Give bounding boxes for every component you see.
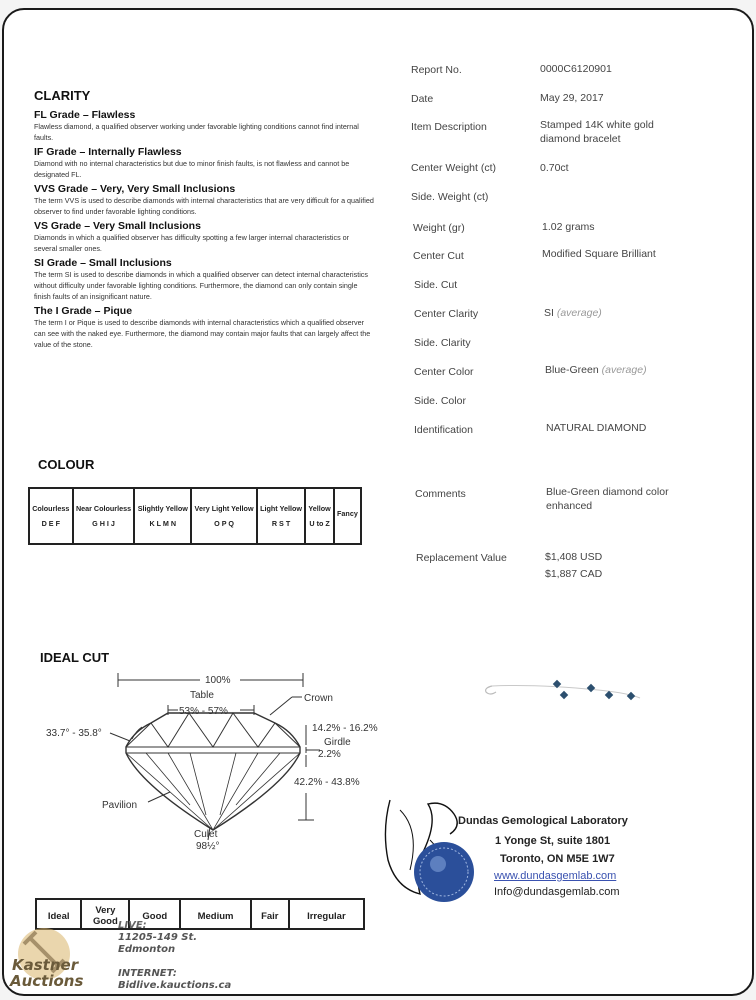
ideal-cut-title: IDEAL CUT [40,650,110,665]
colour-scale-table [28,487,362,545]
signature-and-seal [380,790,490,910]
watermark-live-city: Edmonton [118,944,176,955]
grade-desc: Flawless diamond, a qualified observer working under favorable lighting conditions cannot find internal faults. [34,122,359,142]
lab-name-text: Dundas Gemological Laboratory [458,815,628,827]
comments-value: Blue-Green diamond color enhanced [546,486,669,512]
side-clarity-label: Side. Clarity [414,337,471,349]
clarity-grade [34,305,374,350]
report-no-value: 0000C6120901 [540,63,612,75]
cut-grade-cell: Good [129,899,180,929]
bracelet-clasp [486,686,496,694]
center-color-value [545,363,647,377]
colour-cell [257,488,305,544]
clarity-title: CLARITY [34,88,91,103]
watermark-internet-url: Bidlive.kauctions.ca [118,980,232,991]
item-description-value: Stamped 14K white gold diamond bracelet [540,119,654,145]
lab-seal-gem [430,856,446,872]
diamond-diagram [30,665,378,855]
watermark-live-address: 11205-149 St. [118,932,198,943]
colour-title: COLOUR [38,457,95,472]
colour-cell [29,488,73,544]
cut-grade-cell: Irregular [289,899,364,929]
colour-cell [134,488,191,544]
watermark-internet-label: INTERNET: [118,968,177,979]
center-cut-label: Center Cut [413,250,464,262]
table-label: Table [190,690,214,701]
colour-name: Light Yellow [260,504,302,513]
side-weight-label: Side. Weight (ct) [411,191,489,203]
width-label: 100% [205,675,231,686]
colour-cell [191,488,257,544]
center-clarity-value [544,306,602,320]
replacement-value-label: Replacement Value [416,552,507,564]
bracelet-stone [560,691,568,699]
comments-label: Comments [415,488,466,500]
lab-email: Info@dundasgemlab.com [494,886,620,898]
crown-pointer [270,697,292,715]
colour-code: R S T [271,519,291,528]
date-label: Date [411,93,434,105]
colour-code: K L M N [149,519,177,528]
crown-angle: 33.7° - 35.8° [46,728,102,739]
identification-label: Identification [414,424,473,436]
clarity-grades [34,106,374,352]
weight-gr-value: 1.02 grams [542,221,595,233]
lab-address2 [500,853,615,865]
culet-value: 98½° [196,841,220,852]
cut-grade-cell: Very Good [81,899,129,929]
colour-cell [334,488,361,544]
color-grade-value: Blue-Green [545,364,599,376]
weight-gr-label: Weight (gr) [413,222,465,234]
side-color-label: Side. Color [414,395,466,407]
clarity-grade [34,146,374,180]
angle-pointer [110,733,130,741]
grade-desc: The term VVS is used to describe diamonds with internal characteristics that are very difficult for a qualified observer to find under favorable lighting conditions. [34,196,374,216]
girdle-value: 2.2% [318,749,341,760]
colour-name: Yellow [308,504,331,513]
colour-code: U to Z [309,519,330,528]
bracelet-stone [587,684,595,692]
colour-name: Fancy [337,508,358,518]
colour-name: Colourless [32,504,70,513]
colour-code: O P Q [214,519,234,528]
culet-label: Culet [194,829,218,840]
grade-title: FL Grade – Flawless [34,109,136,121]
cut-grade-cell: Ideal [36,899,81,929]
clarity-grade-value: SI [544,307,554,319]
side-cut-label: Side. Cut [414,279,458,291]
watermark-brand1: Kastner [12,956,79,974]
grade-desc: Diamonds in which a qualified observer has difficulty spotting a few larger internal characteristics or several smaller ones. [34,233,350,253]
diamond-outline [126,713,300,830]
table-range: 53% - 57% [179,706,228,717]
center-weight-value: 0.70ct [540,162,569,174]
item-description-label: Item Description [411,121,487,133]
watermark-live-label: LIVE: [118,920,147,931]
pavilion-range: 42.2% - 43.8% [294,777,360,788]
identification-value: NATURAL DIAMOND [546,422,647,434]
clarity-grade [34,220,374,254]
clarity-grade [34,257,374,302]
grade-desc: The term SI is used to describe diamonds in which a qualified observer can detect internal characteristics without difficulty under favorable lighting conditions. Furthermore, the diamond can only contain single finish faults of an insignificant nature. [34,270,368,301]
grade-title: IF Grade – Internally Flawless [34,146,182,158]
colour-name: Slightly Yellow [137,504,188,513]
replacement-usd: $1,408 USD [545,551,603,563]
colour-name: Near Colourless [75,504,132,513]
lab-address2-text: Toronto, ON M5E 1W7 [500,853,615,865]
center-weight-label: Center Weight (ct) [411,162,496,174]
cut-grade-cell: Medium [180,899,251,929]
pavilion-label: Pavilion [102,800,138,811]
grade-title: SI Grade – Small Inclusions [34,257,172,269]
color-note: (average) [601,364,647,376]
cut-grade-cell: Fair [251,899,289,929]
grade-title: VVS Grade – Very, Very Small Inclusions [34,183,236,195]
watermark-brand2: Auctions [10,972,84,990]
colour-cell [73,488,135,544]
grade-title: The I Grade – Pique [34,305,133,317]
bracelet-photo [478,676,648,716]
report-no-label: Report No. [411,64,462,76]
replacement-cad: $1,887 CAD [545,568,603,580]
lab-address1-text: 1 Yonge St, suite 1801 [495,835,611,847]
lab-address1 [495,835,610,847]
lab-website-link[interactable]: www.dundasgemlab.com [494,870,617,882]
colour-code: G H I J [92,519,115,528]
colour-name: Very Light Yellow [194,504,254,513]
clarity-grade [34,183,374,217]
crown-facets [151,713,275,747]
colour-cell [305,488,334,544]
lab-seal-icon [414,842,474,902]
grade-title: VS Grade – Very Small Inclusions [34,220,201,232]
clarity-note: (average) [556,307,602,319]
bracelet-stone [627,692,635,700]
girdle-label: Girdle [324,737,351,748]
center-color-label: Center Color [414,366,474,378]
lab-name [458,815,628,827]
crown-edge-facets [126,723,300,747]
grade-desc: The term I or Pique is used to describe diamonds with internal characteristics which a qualified observer can see with the naked eye. Furthermore, the diamond may contain major faults that can largely affect the value of the stone. [34,318,371,349]
center-cut-value: Modified Square Brilliant [542,248,656,260]
colour-code: D E F [41,519,60,528]
grade-desc: Diamond with no internal characteristics but due to minor finish faults, is not flawless and cannot be designated FL. [34,159,350,179]
center-clarity-label: Center Clarity [414,308,479,320]
crown-label: Crown [304,693,333,704]
crown-range: 14.2% - 16.2% [312,723,378,734]
date-value: May 29, 2017 [540,92,604,104]
pavilion-facets [126,753,300,830]
clarity-grade [34,109,374,143]
